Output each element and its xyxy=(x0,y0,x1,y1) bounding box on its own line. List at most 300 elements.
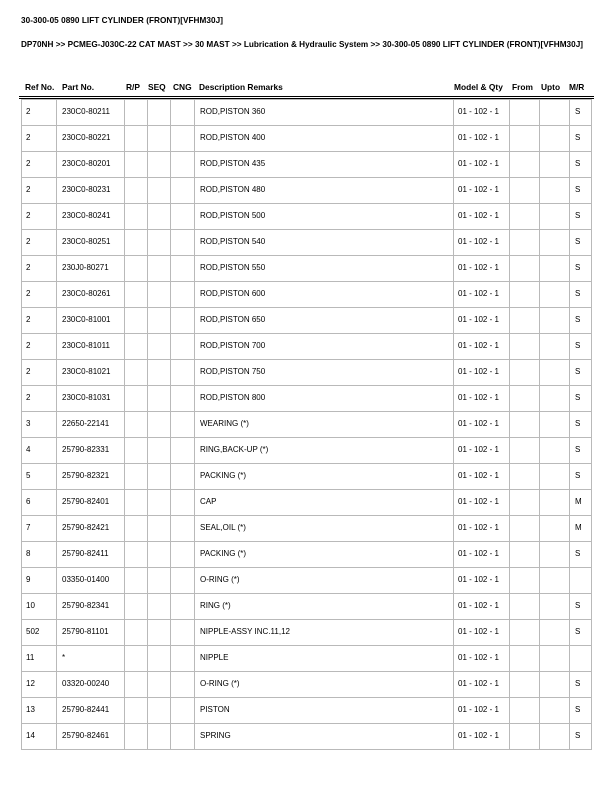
cell-seq-text xyxy=(148,516,170,522)
cell-upto xyxy=(540,412,570,438)
column-header-description: Description Remarks xyxy=(199,82,283,92)
cell-cng-text xyxy=(171,334,194,340)
cell-mr xyxy=(570,386,592,412)
table-row[interactable] xyxy=(22,256,592,282)
cell-model-qty xyxy=(454,178,510,204)
cell-ref-no-text: 2 xyxy=(26,367,31,376)
cell-from-text xyxy=(510,672,539,678)
cell-ref-no-text: 2 xyxy=(26,393,31,402)
cell-ref-no-text: 10 xyxy=(26,601,35,610)
cell-from-text xyxy=(510,698,539,704)
cell-rp xyxy=(125,568,148,594)
cell-description-text: RING (*) xyxy=(200,601,231,610)
cell-from xyxy=(510,152,540,178)
cell-description-text: ROD,PISTON 540 xyxy=(200,237,266,246)
cell-part-no xyxy=(57,646,125,672)
cell-cng xyxy=(171,360,195,386)
cell-ref-no xyxy=(22,724,57,750)
table-row[interactable] xyxy=(22,698,592,724)
cell-mr-text: S xyxy=(575,627,581,636)
cell-part-no-text: 230C0-81021 xyxy=(62,367,111,376)
table-row[interactable] xyxy=(22,724,592,750)
cell-cng-text xyxy=(171,724,194,730)
cell-model-qty xyxy=(454,620,510,646)
cell-mr-text: S xyxy=(575,419,581,428)
cell-upto xyxy=(540,256,570,282)
cell-from-text xyxy=(510,594,539,600)
model-qty-line-2: 02 - 1 xyxy=(478,601,499,610)
cell-upto xyxy=(540,386,570,412)
cell-part-no xyxy=(57,672,125,698)
model-qty-lines xyxy=(458,360,509,377)
parts-table xyxy=(21,99,592,750)
model-qty-line-2: 02 - 1 xyxy=(478,107,499,116)
cell-from xyxy=(510,646,540,672)
table-row[interactable] xyxy=(22,282,592,308)
cell-mr-text: S xyxy=(575,549,581,558)
cell-from-text xyxy=(510,646,539,652)
cell-mr xyxy=(570,360,592,386)
cell-seq xyxy=(148,360,171,386)
cell-upto-text xyxy=(540,724,569,730)
table-row[interactable] xyxy=(22,620,592,646)
cell-part-no xyxy=(57,464,125,490)
cell-part-no xyxy=(57,594,125,620)
cell-from xyxy=(510,204,540,230)
cell-description-text: RING,BACK-UP (*) xyxy=(200,445,269,454)
cell-description-text: ROD,PISTON 750 xyxy=(200,367,266,376)
model-qty-lines xyxy=(458,594,509,611)
cell-ref-no-text: 11 xyxy=(26,653,35,662)
cell-cng xyxy=(171,230,195,256)
cell-upto-text xyxy=(540,542,569,548)
cell-cng-text xyxy=(171,152,194,158)
cell-part-no-text: 25790-82421 xyxy=(62,523,110,532)
cell-cng xyxy=(171,620,195,646)
cell-description xyxy=(195,594,454,620)
cell-mr xyxy=(570,698,592,724)
cell-ref-no-text: 12 xyxy=(26,679,35,688)
model-qty-line-2: 02 - 1 xyxy=(478,445,499,454)
model-qty-line-2: 02 - 1 xyxy=(478,679,499,688)
table-row[interactable] xyxy=(22,490,592,516)
cell-upto-text xyxy=(540,334,569,340)
cell-seq-text xyxy=(148,308,170,314)
cell-ref-no xyxy=(22,152,57,178)
cell-description xyxy=(195,334,454,360)
cell-upto-text xyxy=(540,126,569,132)
cell-part-no-text: 230C0-80221 xyxy=(62,133,111,142)
cell-upto-text xyxy=(540,490,569,496)
cell-from-text xyxy=(510,568,539,574)
cell-part-no-text: 03350-01400 xyxy=(62,575,110,584)
table-row[interactable] xyxy=(22,230,592,256)
cell-part-no-text: 25790-82331 xyxy=(62,445,110,454)
cell-part-no xyxy=(57,308,125,334)
cell-ref-no xyxy=(22,230,57,256)
cell-rp xyxy=(125,178,148,204)
cell-rp-text xyxy=(125,698,147,704)
cell-from xyxy=(510,568,540,594)
cell-cng-text xyxy=(171,438,194,444)
cell-cng xyxy=(171,308,195,334)
cell-upto xyxy=(540,594,570,620)
cell-mr xyxy=(570,334,592,360)
model-qty-lines xyxy=(458,230,509,247)
cell-cng-text xyxy=(171,360,194,366)
cell-from xyxy=(510,386,540,412)
cell-from xyxy=(510,490,540,516)
model-qty-lines xyxy=(458,620,509,637)
cell-cng-text xyxy=(171,230,194,236)
cell-ref-no xyxy=(22,646,57,672)
cell-mr xyxy=(570,412,592,438)
cell-upto xyxy=(540,178,570,204)
cell-rp xyxy=(125,724,148,750)
cell-upto xyxy=(540,672,570,698)
cell-mr xyxy=(570,672,592,698)
cell-ref-no xyxy=(22,100,57,126)
cell-rp-text xyxy=(125,620,147,626)
model-qty-line-1: 01 - 1 xyxy=(458,601,479,610)
table-row[interactable] xyxy=(22,100,592,126)
model-qty-line-2: 02 - 1 xyxy=(478,289,499,298)
table-row[interactable] xyxy=(22,672,592,698)
cell-ref-no xyxy=(22,698,57,724)
page-title: 30-300-05 0890 LIFT CYLINDER (FRONT)[VFHM30J] xyxy=(21,16,223,25)
cell-rp-text xyxy=(125,438,147,444)
cell-description xyxy=(195,126,454,152)
cell-from-text xyxy=(510,542,539,548)
cell-part-no xyxy=(57,620,125,646)
cell-ref-no-text: 2 xyxy=(26,237,31,246)
cell-description-text: ROD,PISTON 700 xyxy=(200,341,266,350)
cell-seq xyxy=(148,594,171,620)
cell-rp xyxy=(125,204,148,230)
cell-description-text: SPRING xyxy=(200,731,231,740)
cell-from-text xyxy=(510,490,539,496)
cell-rp xyxy=(125,282,148,308)
model-qty-line-2: 02 - 1 xyxy=(478,341,499,350)
cell-rp xyxy=(125,516,148,542)
table-row[interactable] xyxy=(22,594,592,620)
model-qty-lines xyxy=(458,204,509,221)
table-row[interactable] xyxy=(22,516,592,542)
cell-from xyxy=(510,126,540,152)
cell-cng-text xyxy=(171,620,194,626)
cell-cng xyxy=(171,646,195,672)
table-row[interactable] xyxy=(22,646,592,672)
cell-seq xyxy=(148,490,171,516)
cell-seq xyxy=(148,672,171,698)
cell-part-no-text: 25790-82441 xyxy=(62,705,110,714)
cell-part-no xyxy=(57,724,125,750)
cell-ref-no-text: 2 xyxy=(26,107,31,116)
cell-mr-text: S xyxy=(575,367,581,376)
cell-part-no xyxy=(57,386,125,412)
cell-description-text: ROD,PISTON 360 xyxy=(200,107,266,116)
cell-mr-text: S xyxy=(575,185,581,194)
table-row[interactable] xyxy=(22,386,592,412)
cell-seq xyxy=(148,256,171,282)
cell-ref-no-text: 4 xyxy=(26,445,31,454)
cell-from-text xyxy=(510,204,539,210)
cell-ref-no-text: 2 xyxy=(26,211,31,220)
model-qty-line-1: 01 - 1 xyxy=(458,237,479,246)
cell-ref-no-text: 3 xyxy=(26,419,31,428)
cell-description xyxy=(195,308,454,334)
cell-description-text: ROD,PISTON 650 xyxy=(200,315,266,324)
cell-rp xyxy=(125,464,148,490)
cell-upto xyxy=(540,516,570,542)
cell-description-text: PACKING (*) xyxy=(200,549,247,558)
table-row[interactable] xyxy=(22,152,592,178)
cell-seq xyxy=(148,568,171,594)
table-row[interactable] xyxy=(22,464,592,490)
cell-part-no-text: 230C0-81031 xyxy=(62,393,111,402)
table-row[interactable] xyxy=(22,412,592,438)
cell-ref-no xyxy=(22,178,57,204)
cell-description xyxy=(195,438,454,464)
cell-cng-text xyxy=(171,256,194,262)
model-qty-lines xyxy=(458,178,509,195)
column-header-mr: M/R xyxy=(569,82,585,92)
cell-seq-text xyxy=(148,490,170,496)
model-qty-line-2: 02 - 1 xyxy=(478,237,499,246)
cell-seq-text xyxy=(148,412,170,418)
cell-ref-no-text: 5 xyxy=(26,471,31,480)
cell-description-text: PISTON xyxy=(200,705,230,714)
cell-cng-text xyxy=(171,100,194,106)
cell-upto-text xyxy=(540,178,569,184)
cell-from xyxy=(510,724,540,750)
parts-table-body xyxy=(22,100,592,750)
column-header-upto: Upto xyxy=(541,82,561,92)
cell-cng xyxy=(171,542,195,568)
cell-model-qty xyxy=(454,386,510,412)
cell-seq-text xyxy=(148,230,170,236)
cell-cng xyxy=(171,126,195,152)
cell-seq xyxy=(148,516,171,542)
model-qty-line-1: 01 - 1 xyxy=(458,185,479,194)
model-qty-lines xyxy=(458,672,509,689)
cell-seq-text xyxy=(148,386,170,392)
cell-ref-no-text: 2 xyxy=(26,315,31,324)
model-qty-line-1: 01 - 1 xyxy=(458,133,479,142)
cell-ref-no-text: 13 xyxy=(26,705,35,714)
cell-cng xyxy=(171,490,195,516)
cell-part-no xyxy=(57,516,125,542)
cell-cng-text xyxy=(171,698,194,704)
cell-ref-no xyxy=(22,490,57,516)
model-qty-lines xyxy=(458,386,509,403)
cell-seq-text xyxy=(148,438,170,444)
cell-seq-text xyxy=(148,724,170,730)
cell-seq xyxy=(148,724,171,750)
cell-upto-text xyxy=(540,464,569,470)
cell-mr-text xyxy=(575,568,591,574)
model-qty-lines xyxy=(458,490,509,507)
cell-ref-no xyxy=(22,334,57,360)
table-row[interactable] xyxy=(22,334,592,360)
model-qty-line-1: 01 - 1 xyxy=(458,107,479,116)
table-row[interactable] xyxy=(22,438,592,464)
cell-part-no-text: 230C0-80201 xyxy=(62,159,111,168)
cell-mr xyxy=(570,204,592,230)
cell-mr xyxy=(570,620,592,646)
cell-upto-text xyxy=(540,438,569,444)
cell-ref-no-text: 2 xyxy=(26,185,31,194)
model-qty-line-1: 01 - 1 xyxy=(458,705,479,714)
cell-seq-text xyxy=(148,672,170,678)
cell-description xyxy=(195,178,454,204)
cell-upto-text xyxy=(540,308,569,314)
table-row[interactable] xyxy=(22,204,592,230)
table-row[interactable] xyxy=(22,308,592,334)
cell-description-text: CAP xyxy=(200,497,217,506)
cell-seq xyxy=(148,100,171,126)
cell-seq xyxy=(148,412,171,438)
cell-ref-no xyxy=(22,308,57,334)
cell-ref-no-text: 8 xyxy=(26,549,31,558)
table-row[interactable] xyxy=(22,568,592,594)
cell-rp xyxy=(125,542,148,568)
cell-from xyxy=(510,542,540,568)
cell-upto xyxy=(540,646,570,672)
model-qty-line-2: 02 - 1 xyxy=(478,549,499,558)
table-row[interactable] xyxy=(22,126,592,152)
cell-part-no xyxy=(57,490,125,516)
cell-seq-text xyxy=(148,464,170,470)
cell-upto xyxy=(540,126,570,152)
model-qty-lines xyxy=(458,334,509,351)
table-row[interactable] xyxy=(22,542,592,568)
model-qty-line-1: 01 - 1 xyxy=(458,497,479,506)
model-qty-line-1: 01 - 1 xyxy=(458,731,479,740)
model-qty-line-1: 01 - 1 xyxy=(458,393,479,402)
cell-model-qty xyxy=(454,698,510,724)
cell-part-no xyxy=(57,698,125,724)
cell-part-no-text: 25790-82461 xyxy=(62,731,110,740)
cell-mr-text: S xyxy=(575,289,581,298)
model-qty-line-1: 01 - 1 xyxy=(458,289,479,298)
cell-ref-no xyxy=(22,282,57,308)
cell-upto-text xyxy=(540,672,569,678)
cell-rp xyxy=(125,620,148,646)
cell-part-no-text: 22650-22141 xyxy=(62,419,110,428)
cell-seq-text xyxy=(148,620,170,626)
cell-rp-text xyxy=(125,594,147,600)
cell-upto-text xyxy=(540,230,569,236)
cell-model-qty xyxy=(454,412,510,438)
cell-seq-text xyxy=(148,100,170,106)
cell-cng xyxy=(171,178,195,204)
cell-mr xyxy=(570,152,592,178)
cell-from xyxy=(510,516,540,542)
cell-seq-text xyxy=(148,152,170,158)
cell-part-no xyxy=(57,204,125,230)
model-qty-line-2: 02 - 1 xyxy=(478,211,499,220)
model-qty-lines xyxy=(458,256,509,273)
cell-rp xyxy=(125,438,148,464)
cell-description xyxy=(195,568,454,594)
cell-cng xyxy=(171,568,195,594)
cell-part-no-text: 25790-82341 xyxy=(62,601,110,610)
cell-ref-no xyxy=(22,438,57,464)
cell-from-text xyxy=(510,334,539,340)
cell-part-no-text: 25790-82321 xyxy=(62,471,110,480)
model-qty-line-1: 01 - 1 xyxy=(458,367,479,376)
cell-mr xyxy=(570,308,592,334)
cell-part-no xyxy=(57,360,125,386)
cell-ref-no-text: 2 xyxy=(26,341,31,350)
model-qty-line-1: 01 - 1 xyxy=(458,211,479,220)
table-column-headers xyxy=(0,82,612,95)
cell-cng xyxy=(171,412,195,438)
cell-mr-text: S xyxy=(575,679,581,688)
cell-rp-text xyxy=(125,308,147,314)
cell-seq-text xyxy=(148,568,170,574)
cell-part-no-text: 03320-00240 xyxy=(62,679,110,688)
cell-from-text xyxy=(510,412,539,418)
cell-part-no-text: 25790-82411 xyxy=(62,549,109,558)
cell-ref-no xyxy=(22,360,57,386)
cell-from xyxy=(510,438,540,464)
cell-rp-text xyxy=(125,204,147,210)
cell-cng-text xyxy=(171,464,194,470)
cell-description xyxy=(195,646,454,672)
cell-upto xyxy=(540,152,570,178)
cell-ref-no xyxy=(22,126,57,152)
cell-cng-text xyxy=(171,282,194,288)
cell-ref-no xyxy=(22,568,57,594)
table-row[interactable] xyxy=(22,360,592,386)
cell-mr-text: S xyxy=(575,341,581,350)
model-qty-line-1: 01 - 1 xyxy=(458,523,479,532)
cell-seq xyxy=(148,230,171,256)
cell-from xyxy=(510,100,540,126)
cell-rp-text xyxy=(125,360,147,366)
cell-rp-text xyxy=(125,646,147,652)
cell-seq-text xyxy=(148,698,170,704)
cell-part-no-text: 230C0-81001 xyxy=(62,315,111,324)
cell-ref-no xyxy=(22,672,57,698)
cell-description xyxy=(195,282,454,308)
cell-upto-text xyxy=(540,516,569,522)
cell-from xyxy=(510,698,540,724)
table-row[interactable] xyxy=(22,178,592,204)
cell-description-text: O-RING (*) xyxy=(200,679,240,688)
cell-from xyxy=(510,672,540,698)
cell-model-qty xyxy=(454,516,510,542)
cell-rp-text xyxy=(125,542,147,548)
model-qty-line-1: 01 - 1 xyxy=(458,159,479,168)
cell-mr xyxy=(570,438,592,464)
model-qty-lines xyxy=(458,438,509,455)
cell-mr-text: S xyxy=(575,133,581,142)
cell-part-no-text: 230C0-80261 xyxy=(62,289,111,298)
cell-from xyxy=(510,360,540,386)
cell-ref-no-text: 2 xyxy=(26,133,31,142)
cell-part-no-text: 230C0-80241 xyxy=(62,211,111,220)
cell-upto xyxy=(540,360,570,386)
cell-mr-text: S xyxy=(575,237,581,246)
cell-upto-text xyxy=(540,412,569,418)
cell-from-text xyxy=(510,308,539,314)
cell-rp xyxy=(125,412,148,438)
cell-cng xyxy=(171,464,195,490)
cell-upto xyxy=(540,282,570,308)
